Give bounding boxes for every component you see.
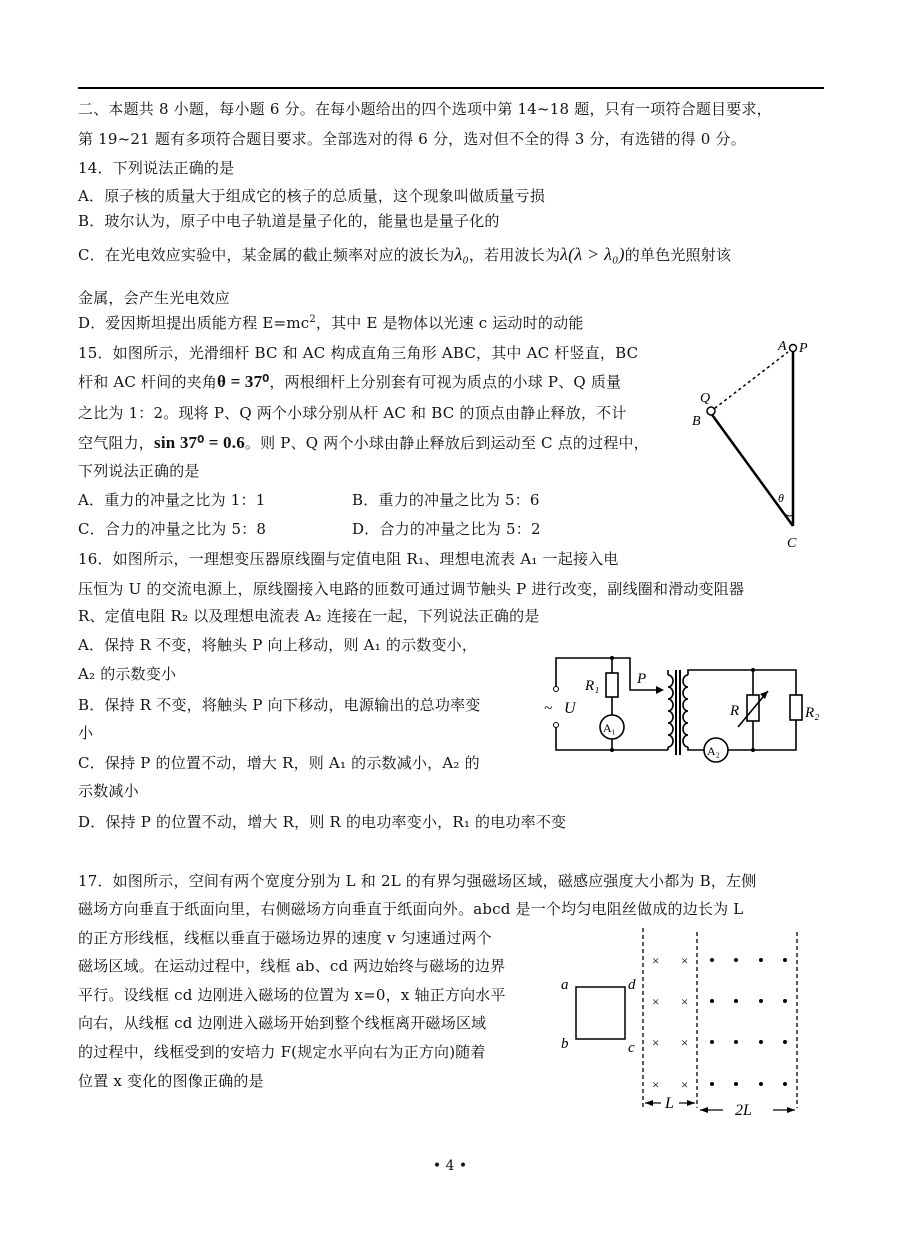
label-tilde: ~ bbox=[544, 701, 553, 717]
field-out-of-page-dot bbox=[759, 999, 763, 1003]
q15-l2-text-b: ，两根细杆上分别套有可视为质点的小球 P、Q 质量 bbox=[269, 373, 622, 391]
label-l: L bbox=[665, 1095, 674, 1112]
secondary-coil bbox=[683, 675, 688, 747]
q14-stem: 14．下列说法正确的是 bbox=[78, 159, 235, 177]
square-loop bbox=[576, 987, 625, 1039]
q16-option-b-line2: 小 bbox=[78, 724, 94, 742]
field-into-page-mark: × bbox=[681, 994, 689, 1009]
q17-line-8: 位置 x 变化的图像正确的是 bbox=[78, 1072, 264, 1090]
q15-line-5: 下列说法正确的是 bbox=[78, 462, 200, 480]
q17-line-2: 磁场方向垂直于纸面向里，右侧磁场方向垂直于纸面向外。abcd 是一个均匀电阻丝做成的边长为 L bbox=[78, 900, 744, 918]
q15-option-d: D．合力的冲量之比为 5：2 bbox=[352, 520, 541, 538]
q16-line-1: 16．如图所示，一理想变压器原线圈与定值电阻 R₁、理想电流表 A₁ 一起接入电 bbox=[78, 550, 619, 568]
q17-line-6: 向右，从线框 cd 边刚进入磁场开始到整个线框离开磁场区域 bbox=[78, 1014, 487, 1032]
tap-arrow-p bbox=[656, 686, 664, 694]
q17-line-3: 的正方形线框，线框以垂直于磁场边界的速度 v 匀速通过两个 bbox=[78, 929, 492, 947]
resistor-r2 bbox=[790, 695, 802, 720]
field-out-of-page-dot bbox=[759, 1040, 763, 1044]
q14-d-text-1: D．爱因斯坦提出质能方程 E=mc bbox=[78, 314, 310, 332]
field-into-page-mark: × bbox=[681, 953, 689, 968]
label-a2: A₂ bbox=[707, 744, 720, 758]
field-out-of-page-dot bbox=[734, 999, 738, 1003]
field-out-of-page-dot bbox=[759, 1082, 763, 1086]
field-out-of-page-dot bbox=[783, 1082, 787, 1086]
q15-l4-text: 空气阻力， bbox=[78, 434, 155, 452]
field-out-of-page-dot bbox=[783, 1040, 787, 1044]
label-p: P bbox=[799, 341, 808, 356]
page-number: • 4 • bbox=[432, 1158, 468, 1174]
field-out-of-page-dot bbox=[759, 958, 763, 962]
label-r1: R₁ bbox=[585, 678, 600, 694]
q17-magnetic-field-figure bbox=[555, 920, 815, 1120]
section-header-line-2: 第 19~21 题有多项符合题目要求。全部选对的得 6 分，选对但不全的得 3 分，有选错的得 0 分。 bbox=[78, 130, 746, 148]
label-d: d bbox=[628, 977, 636, 993]
q14-option-c-line2: 金属，会产生光电效应 bbox=[78, 289, 231, 307]
q16-option-c: C．保持 P 的位置不动，增大 R，则 A₁ 的示数减小，A₂ 的 bbox=[78, 754, 480, 772]
q16-line-3: R、定值电阻 R₂ 以及理想电流表 A₂ 连接在一起，下列说法正确的是 bbox=[78, 607, 540, 625]
ball-q bbox=[707, 407, 715, 415]
q14-c-condition: λ(λ > λ₀) bbox=[560, 244, 625, 264]
wire-sec-top bbox=[688, 670, 796, 695]
field-into-page-mark: × bbox=[681, 1077, 689, 1092]
label-r: R bbox=[730, 703, 740, 719]
q16-option-b: B．保持 R 不变，将触头 P 向下移动，电源输出的总功率变 bbox=[78, 696, 481, 714]
field-out-of-page-dot bbox=[710, 1082, 714, 1086]
primary-coil bbox=[668, 675, 673, 747]
field-out-of-page-dot bbox=[710, 1040, 714, 1044]
q16-option-d: D．保持 P 的位置不动，增大 R，则 R 的电功率变小，R₁ 的电功率不变 bbox=[78, 813, 567, 831]
q14-option-a: A．原子核的质量大于组成它的核子的总质量，这个现象叫做质量亏损 bbox=[78, 187, 546, 205]
field-out-of-page-dot bbox=[734, 958, 738, 962]
q15-theta-eq: θ = 37⁰ bbox=[217, 372, 270, 391]
q16-line-2: 压恒为 U 的交流电源上，原线圈接入电路的匝数可通过调节触头 P 进行改变，副线圈和滑动变阻器 bbox=[78, 580, 745, 598]
q15-l4-text-b: 。则 P、Q 两个小球由静止释放后到运动至 C 点的过程中， bbox=[244, 434, 649, 452]
q15-l2-text: 杆和 AC 杆间的夹角 bbox=[78, 373, 218, 391]
field-out-of-page-dot bbox=[734, 1040, 738, 1044]
label-c: c bbox=[628, 1040, 635, 1056]
q17-line-7: 的过程中，线框受到的安培力 F(规定水平向右为正方向)随着 bbox=[78, 1043, 486, 1061]
resistor-r1 bbox=[606, 673, 618, 697]
ball-p bbox=[790, 345, 797, 352]
q14-option-b: B．玻尔认为，原子中电子轨道是量子化的，能量也是量子化的 bbox=[78, 212, 500, 230]
q16-option-a: A．保持 R 不变，将触头 P 向上移动，则 A₁ 的示数变小， bbox=[78, 636, 478, 654]
q15-line-3: 之比为 1：2。现将 P、Q 两个小球分别从杆 AC 和 BC 的顶点由静止释放，不计 bbox=[78, 404, 627, 422]
field-into-page-mark: × bbox=[652, 994, 660, 1009]
header-rule bbox=[78, 87, 824, 89]
label-b: b bbox=[561, 1036, 569, 1052]
q16-option-a-line2: A₂ 的示数变小 bbox=[78, 665, 177, 683]
q15-sin-eq: sin 37⁰ = 0.6 bbox=[154, 433, 245, 452]
q15-line-2 bbox=[78, 371, 621, 392]
q14-option-c bbox=[78, 244, 731, 265]
label-2l: 2L bbox=[735, 1102, 752, 1119]
label-a: a bbox=[561, 977, 569, 993]
field-into-page-mark: × bbox=[652, 953, 660, 968]
q17-line-4: 磁场区域。在运动过程中，线框 ab、cd 两边始终与磁场的边界 bbox=[78, 957, 506, 975]
label-c: C bbox=[787, 536, 797, 551]
q15-option-c: C．合力的冲量之比为 5：8 bbox=[78, 520, 267, 538]
q14-c-lambda0: λ₀ bbox=[454, 244, 469, 264]
q14-c-text-2: ，若用波长为 bbox=[468, 246, 561, 264]
section-header-line-1: 二、本题共 8 小题，每小题 6 分。在每小题给出的四个选项中第 14~18 题，只有一项符合题目要求， bbox=[78, 100, 772, 118]
q15-option-a: A．重力的冲量之比为 1：1 bbox=[78, 491, 266, 509]
q14-d-text-2: ，其中 E 是物体以光速 c 运动时的动能 bbox=[315, 314, 584, 332]
field-out-of-page-dot bbox=[783, 958, 787, 962]
q15-line-1: 15．如图所示，光滑细杆 BC 和 AC 构成直角三角形 ABC，其中 AC 杆竖直，BC bbox=[78, 344, 639, 362]
field-into-page-mark: × bbox=[652, 1077, 660, 1092]
q14-d-sup: 2 bbox=[309, 314, 316, 325]
field-into-page-mark: × bbox=[652, 1035, 660, 1050]
terminal-bottom bbox=[554, 723, 559, 728]
dashed-ab bbox=[710, 352, 788, 412]
field-out-of-page-dot bbox=[783, 999, 787, 1003]
q14-option-d bbox=[78, 312, 584, 333]
q15-option-b: B．重力的冲量之比为 5：6 bbox=[352, 491, 540, 509]
q17-line-5: 平行。设线框 cd 边刚进入磁场的位置为 x=0，x 轴正方向水平 bbox=[78, 986, 506, 1004]
q14-c-text-1: C．在光电效应实验中，某金属的截止频率对应的波长为 bbox=[78, 246, 455, 264]
terminal-top bbox=[554, 687, 559, 692]
label-u: U bbox=[564, 700, 576, 717]
label-a1: A₁ bbox=[603, 721, 616, 735]
label-q: Q bbox=[700, 391, 711, 406]
field-into-page-mark: × bbox=[681, 1035, 689, 1050]
label-a: A bbox=[778, 339, 787, 354]
q16-circuit-figure bbox=[540, 645, 840, 770]
field-out-of-page-dot bbox=[734, 1082, 738, 1086]
label-p: P bbox=[637, 671, 647, 687]
label-theta: θ bbox=[778, 491, 784, 505]
field-out-of-page-dot bbox=[710, 958, 714, 962]
label-b: B bbox=[692, 414, 701, 429]
field-out-of-page-dot bbox=[710, 999, 714, 1003]
q15-triangle-figure bbox=[680, 330, 840, 560]
q16-option-c-line2: 示数减小 bbox=[78, 782, 139, 800]
label-r2: R₂ bbox=[805, 705, 820, 721]
rod-bc bbox=[710, 412, 793, 526]
q17-line-1: 17．如图所示，空间有两个宽度分别为 L 和 2L 的有界匀强磁场区域，磁感应强度大小都为 B，左侧 bbox=[78, 872, 757, 890]
q15-line-4 bbox=[78, 432, 649, 453]
q14-c-text-3: 的单色光照射该 bbox=[624, 246, 732, 264]
